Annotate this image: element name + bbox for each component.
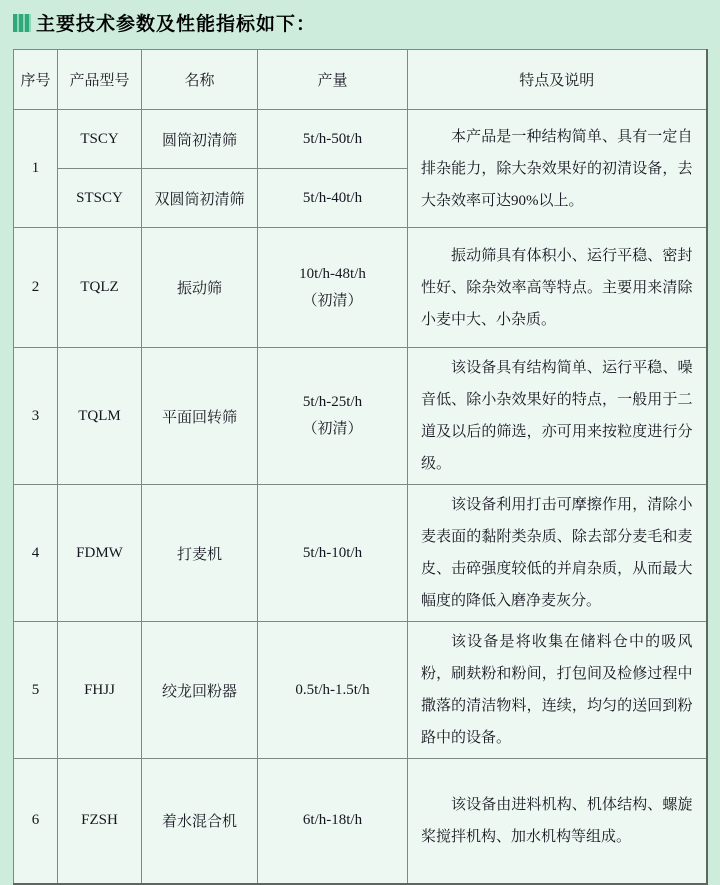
col-header-features: 特点及说明 [408, 50, 707, 110]
features-text: 该设备由进料机构、机体结构、螺旋桨搅拌机构、加水机构等组成。 [421, 796, 693, 845]
table-row [14, 348, 707, 485]
output-value: 0.5t/h-1.5t/h [295, 681, 370, 698]
cell-name: 振动筛 [142, 228, 258, 348]
cell-name: 打麦机 [142, 485, 258, 622]
cell-features [408, 110, 707, 228]
cell-no: 1 [14, 110, 58, 228]
cell-no: 3 [14, 348, 58, 485]
cell-name: 双圆筒初清筛 [142, 169, 258, 228]
cell-features [408, 622, 707, 759]
cell-name: 平面回转筛 [142, 348, 258, 485]
features-text: 该设备利用打击可摩擦作用，清除小麦表面的黏附类杂质、除去部分麦毛和麦皮、击碎强度较低的并肩杂质，从而最大幅度的降低入磨净麦灰分。 [421, 497, 693, 609]
cell-model: FHJJ [58, 622, 142, 759]
output-note: （初清） [302, 421, 363, 437]
table-row [14, 485, 707, 622]
cell-model: TQLM [58, 348, 142, 485]
cell-features [408, 228, 707, 348]
cell-no: 5 [14, 622, 58, 759]
table-row [14, 759, 707, 884]
table-row [14, 622, 707, 759]
cell-name: 着水混合机 [142, 759, 258, 884]
features-text: 该设备具有结构简单、运行平稳、噪音低、除小杂效果好的特点，一般用于二道及以后的筛选，亦可用来按粒度进行分级。 [421, 360, 693, 472]
cell-output [258, 759, 408, 884]
col-header-model: 产品型号 [58, 50, 142, 110]
features-text: 该设备是将收集在储料仓中的吸风粉，刷麸粉和粉间，打包间及检修过程中撒落的清洁物料，连续，均匀的送回到粉路中的设备。 [421, 634, 693, 746]
cell-no: 2 [14, 228, 58, 348]
cell-output [258, 622, 408, 759]
cell-no: 6 [14, 759, 58, 884]
col-header-name: 名称 [142, 50, 258, 110]
cell-model: STSCY [58, 169, 142, 228]
page-title-text: 主要技术参数及性能指标如下： [36, 14, 317, 35]
output-value: 10t/h-48t/h [299, 265, 366, 282]
cell-output: 5t/h-40t/h [258, 169, 408, 228]
cell-output [258, 228, 408, 348]
output-value: 5t/h-25t/h [302, 394, 363, 410]
cell-model: TSCY [58, 110, 142, 169]
features-text: 振动筛具有体积小、运行平稳、密封性好、除杂效率高等特点。主要用来清除小麦中大、小杂质。 [421, 247, 693, 328]
output-note: （初清） [302, 292, 363, 309]
table-row [14, 110, 707, 169]
cell-features [408, 348, 707, 485]
output-value: 5t/h-10t/h [302, 544, 363, 561]
green-stripes-icon [13, 14, 31, 32]
table-header-row [14, 50, 707, 110]
cell-name: 绞龙回粉器 [142, 622, 258, 759]
col-header-no: 序号 [14, 50, 58, 110]
output-value: 6t/h-18t/h [302, 812, 363, 829]
cell-output: 5t/h-50t/h [258, 110, 408, 169]
cell-output [258, 485, 408, 622]
col-header-output: 产量 [258, 50, 408, 110]
cell-output [258, 348, 408, 485]
table-row [14, 228, 707, 348]
page-title [0, 0, 720, 36]
cell-features [408, 485, 707, 622]
cell-name: 圆筒初清筛 [142, 110, 258, 169]
cell-model: FDMW [58, 485, 142, 622]
features-text: 本产品是一种结构简单、具有一定自排杂能力，除大杂效果好的初清设备，去大杂效率可达90%以上。 [421, 128, 693, 209]
cell-features [408, 759, 707, 884]
cell-no: 4 [14, 485, 58, 622]
cell-model: TQLZ [58, 228, 142, 348]
cell-model: FZSH [58, 759, 142, 884]
spec-table [13, 49, 708, 885]
